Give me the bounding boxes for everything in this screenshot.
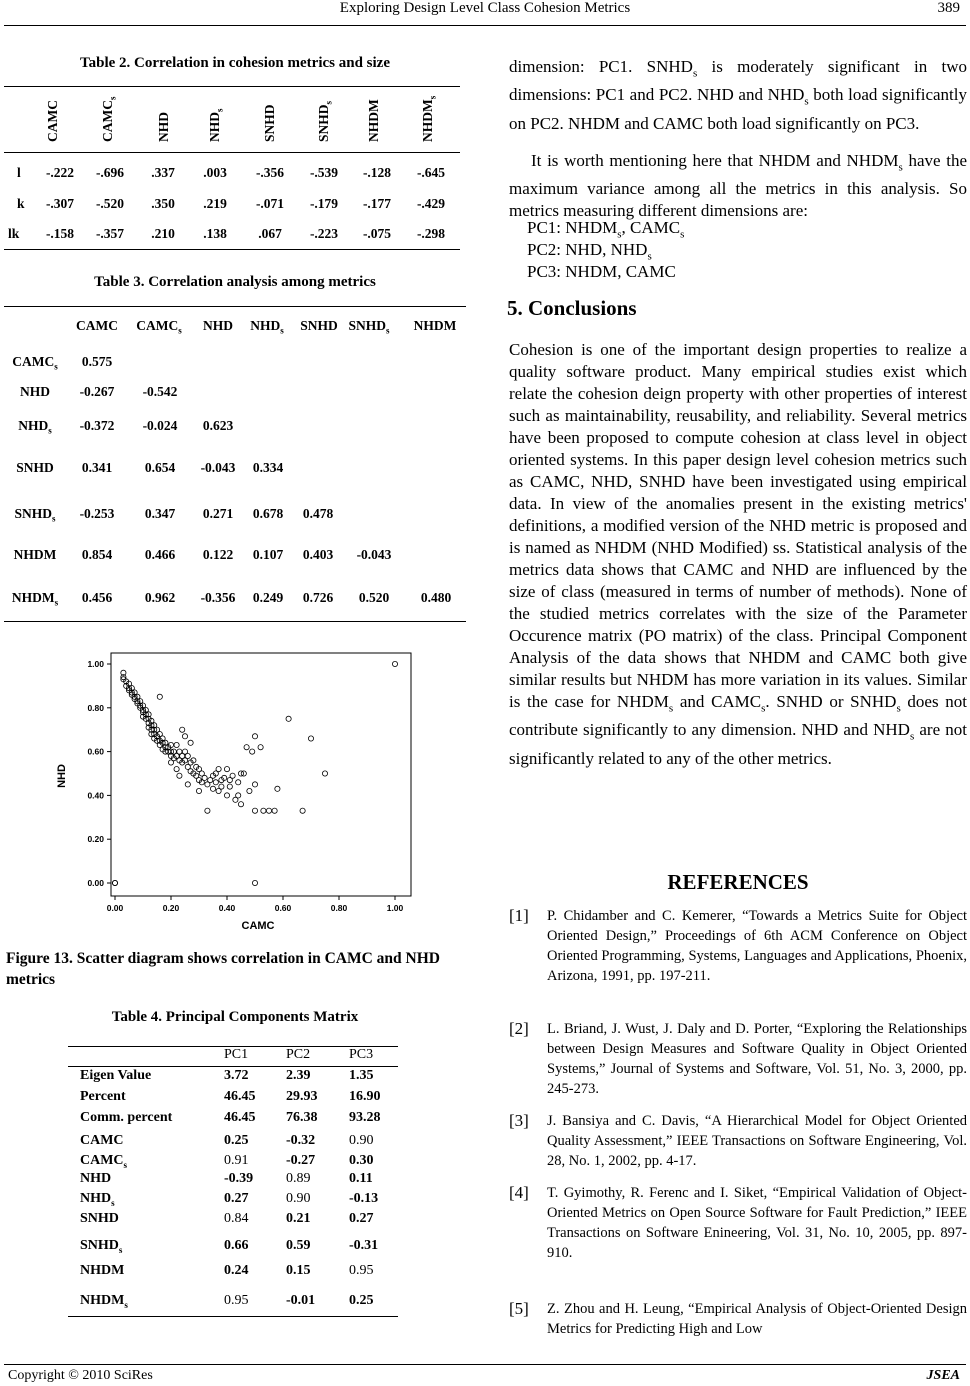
- reference-text: Z. Zhou and H. Leung, “Empirical Analysis of Object-Oriented Design Metrics for Predicting High and Low: [547, 1301, 967, 1337]
- y-axis-label: NHD: [56, 764, 68, 788]
- reference-text: P. Chidamber and C. Kemerer, “Towards a Metrics Suite for Object Oriented Design,” Proceedings of 6th ACM Conference on Object Oriented Programming, Systems, Languages and Applications, Phoenix, Arizona, 1991, pp. 197-211.: [547, 908, 967, 984]
- table3-cell: 0.107: [252, 547, 284, 562]
- y-tick-label: 0.40: [87, 790, 104, 801]
- table4-row-label: $SNHD_s$: [80, 1238, 123, 1255]
- table3-caption: Table 3. Correlation analysis among metrics: [94, 274, 376, 290]
- table4-cell: -0.31: [349, 1238, 379, 1253]
- table4-cell: 0.90: [349, 1133, 374, 1148]
- table4-row-label: NHDM: [80, 1263, 125, 1278]
- table3-cell: -0.542: [142, 384, 178, 399]
- plot-frame: [111, 653, 411, 896]
- table4-cell: 0.27: [224, 1191, 249, 1206]
- x-tick-label: 1.00: [386, 903, 404, 913]
- table3-top-rule: [4, 306, 466, 307]
- table3-cell: 0.520: [358, 590, 390, 605]
- table3-cell: 0.575: [81, 354, 113, 369]
- table3-bottom-rule: [4, 621, 466, 622]
- table4-cell: 0.90: [286, 1191, 311, 1206]
- page-number: 389: [937, 0, 960, 16]
- reference-number: [2]: [509, 1019, 529, 1038]
- table2-header-rule: [4, 152, 460, 153]
- x-axis-label: CAMC: [241, 920, 275, 932]
- table2-cell: .219: [203, 196, 227, 211]
- table4-cell: -0.01: [286, 1293, 316, 1308]
- table2-cell: .003: [203, 165, 227, 180]
- table2-col-header: NHDM: [366, 99, 381, 142]
- table2-bottom-rule: [4, 249, 460, 250]
- table2-col-header: $CAMC_s$: [100, 96, 118, 142]
- table3-cell: 0.678: [252, 506, 284, 521]
- paragraph-1: dimension: PC1. $SNHD_s$ is moderately significant in two dimensions: PC1 and PC2. NHD and $NHD_s$ both load significantly on PC2. NHDM and CAMC both load significantly on PC3.: [509, 57, 967, 133]
- reference-item: [509, 1183, 967, 1263]
- table3-cell: 0.271: [202, 506, 234, 521]
- table2-cell: .067: [258, 226, 282, 241]
- table2-col-header: SNHD: [262, 104, 277, 142]
- reference-item: [509, 1111, 967, 1171]
- table3-cell: 0.466: [144, 547, 176, 562]
- table2-col-header: $NHD_s$: [207, 108, 225, 142]
- table4-cell: 0.15: [286, 1263, 311, 1278]
- table4-cell: 1.35: [349, 1068, 374, 1083]
- reference-number: [5]: [509, 1299, 529, 1318]
- x-tick-label: 0.80: [330, 903, 348, 913]
- table2-cell: -.222: [45, 165, 75, 180]
- references-title: REFERENCES: [667, 870, 809, 894]
- table2-cell: -.177: [362, 196, 392, 211]
- x-tick-label: 0.60: [274, 903, 292, 913]
- reference-item: [509, 1299, 967, 1339]
- table3-cell: 0.478: [302, 506, 334, 521]
- conclusion-paragraph: Cohesion is one of the important design properties to realize a quality software product. Many empirical studies exist which relate the cohesion deign property with other properties of interest such as maintainability, reusability, and reliability. Several metrics have been proposed to compute cohesion at class level in object oriented systems. In this paper design level cohesion metrics such as CAMC, NHD, SNHD have been investigated using empirical data. In view of the anomalies present in the existing metrics' definitions, a modified version of the NHD metric is proposed and is named as NHDM (NHD Modified) ss. Statistical analysis of the metrics data shows that CAMC and NHD are influenced by the size of class (measured in terms of number of methods). None of the studied metrics correlates with the size of the Parameter Occurence matrix (PO matrix) of the class. Principal Component Analysis of the data shows that NHDM and CAMC both give similar results but NHDM has more variation in its values. Similar is the case for $NHDM_s$ and $CAMC_s$. SNHD or $SNHD_s$ does not contribute significantly to any dimension. NHD and $NHD_s$ are not significantly related to any of the other metrics.: [509, 340, 967, 768]
- table3-row-label: NHD: [20, 384, 50, 399]
- reference-text: J. Bansiya and C. Davis, “A Hierarchical Model for Object Oriented Quality Assessment,” IEEE Transactions on Software Engineering, Vol. 28, No. 1, 2002, pp. 4-17.: [547, 1113, 967, 1169]
- table3-col-header: $CAMC_s$: [136, 318, 182, 336]
- table2-cell: -.223: [309, 226, 339, 241]
- table2-cell: -.307: [45, 196, 75, 211]
- table2-cell: .210: [151, 226, 175, 241]
- table3-cell: 0.480: [420, 590, 452, 605]
- y-tick-label: 0.00: [87, 878, 104, 888]
- table3-cell: -0.356: [200, 590, 236, 605]
- table2-cell: -.356: [255, 165, 285, 180]
- table2-cell: .138: [203, 226, 227, 241]
- table4-row-label: NHD: [80, 1171, 112, 1186]
- table3-cell: -0.024: [142, 418, 178, 433]
- table3-cell: -0.267: [79, 384, 115, 399]
- table4-cell: 0.25: [224, 1133, 249, 1148]
- table3-row-label: $SNHD_s$: [14, 506, 56, 524]
- table3-row-label: $CAMC_s$: [12, 354, 58, 372]
- table2-col-header: CAMC: [45, 100, 60, 142]
- table3-row-label: $NHDM_s$: [11, 590, 59, 608]
- table4-cell: 46.45: [224, 1089, 256, 1104]
- footer-rule: [4, 1364, 966, 1365]
- reference-number: [3]: [509, 1111, 529, 1130]
- table3-row-label: $NHD_s$: [18, 418, 52, 436]
- table2-row-label: k: [17, 196, 25, 211]
- table3-row-label: NHDM: [13, 547, 57, 562]
- reference-item: [509, 1019, 967, 1099]
- y-tick-label: 0.20: [87, 834, 104, 845]
- table4-row-label: Comm. percent: [80, 1110, 173, 1125]
- table4-cell: 2.39: [286, 1068, 311, 1083]
- header-rule: [4, 25, 966, 26]
- y-tick-label: 0.80: [87, 702, 104, 713]
- reference-text: L. Briand, J. Wust, J. Daly and D. Porter, “Exploring the Relationships between Design Measures and Software Quality in Object Oriented Systems,” Journal of Systems and Software, Vol. 51, No. 3, 2000, pp. 245-273.: [547, 1021, 967, 1097]
- table4-cell: 16.90: [349, 1089, 381, 1104]
- running-head: [0, 0, 970, 26]
- table3-cell: 0.334: [252, 460, 284, 475]
- table4-cell: -0.13: [349, 1191, 379, 1206]
- table3-cell: -0.043: [356, 547, 392, 562]
- table3-cell: -0.043: [200, 460, 236, 475]
- table4-cell: 93.28: [349, 1110, 381, 1125]
- table4-row-label: $NHDM_s$: [80, 1293, 128, 1310]
- table4-cell: 76.38: [286, 1110, 318, 1125]
- y-tick-label: 1.00: [87, 659, 104, 669]
- table4-cell: 0.95: [349, 1263, 374, 1278]
- table4-cell: 29.93: [286, 1089, 318, 1104]
- paragraph-variance: [509, 150, 967, 222]
- footer-journal: JSEA: [926, 1368, 960, 1383]
- table4-cell: 0.27: [349, 1211, 374, 1226]
- figure13-scatter-plot: [48, 640, 428, 940]
- table4-cell: -0.27: [286, 1153, 316, 1168]
- table4-cell: 0.25: [349, 1293, 374, 1308]
- table4-row-label: $CAMC_s$: [80, 1153, 128, 1170]
- table4-bottom-rule: [68, 1316, 398, 1317]
- table4-cell: 0.59: [286, 1238, 311, 1253]
- x-tick-label: 0.20: [162, 903, 180, 913]
- table4-cell: 0.95: [224, 1293, 249, 1308]
- table4-row-label: $NHD_s$: [80, 1191, 115, 1208]
- table4-row-label: Eigen Value: [80, 1068, 152, 1083]
- table2-cell: .350: [151, 196, 175, 211]
- table4-cell: 46.45: [224, 1110, 256, 1125]
- footer-copyright: Copyright © 2010 SciRes: [8, 1368, 153, 1383]
- conclusions-text: [509, 339, 967, 770]
- table3-cell: 0.403: [302, 547, 334, 562]
- running-title: Exploring Design Level Class Cohesion Metrics: [339, 0, 631, 16]
- table3-col-header: $SNHD_s$: [348, 318, 390, 336]
- table2-col-header: $NHDM_s$: [420, 95, 438, 142]
- table3-cell: 0.623: [202, 418, 234, 433]
- table3-cell: 0.654: [144, 460, 176, 475]
- table2-col-header: NHD: [156, 112, 171, 142]
- table4-cell: 0.24: [224, 1263, 249, 1278]
- table2-cell: -.429: [416, 196, 446, 211]
- table4-cell: 0.30: [349, 1153, 374, 1168]
- table2-cell: -.696: [95, 165, 125, 180]
- x-tick-label: 0.00: [106, 903, 124, 913]
- table4-cell: 0.21: [286, 1211, 311, 1226]
- table3-col-header: $NHD_s$: [250, 318, 284, 336]
- table3-cell: 0.854: [81, 547, 113, 562]
- table3-cell: 0.726: [302, 590, 334, 605]
- table4-row-label: CAMC: [80, 1133, 124, 1148]
- table4-row-label: Percent: [80, 1089, 126, 1104]
- reference-number: [4]: [509, 1183, 529, 1202]
- table4-caption: Table 4. Principal Components Matrix: [111, 1009, 359, 1025]
- table3-col-header: SNHD: [300, 318, 338, 333]
- table2-caption: Table 2. Correlation in cohesion metrics and size: [80, 55, 390, 71]
- table3-cell: 0.962: [144, 590, 176, 605]
- table2-cell: -.179: [309, 196, 339, 211]
- table2-row-label: l: [17, 165, 21, 180]
- table3-cell: 0.122: [202, 547, 234, 562]
- table2-cell: -.539: [309, 165, 339, 180]
- table4-cell: 0.89: [286, 1171, 311, 1186]
- table3-cell: -0.253: [79, 506, 115, 521]
- table3-cell: 0.456: [81, 590, 113, 605]
- table4-col-header: PC2: [286, 1047, 311, 1062]
- table4-cell: -0.39: [224, 1171, 254, 1186]
- table3-col-header: NHD: [203, 318, 233, 333]
- table3-cell: 0.347: [144, 506, 176, 521]
- table4-cell: 3.72: [224, 1068, 249, 1083]
- table3-col-header: CAMC: [76, 318, 118, 333]
- table2-top-rule: [4, 86, 460, 87]
- table2-cell: .337: [151, 165, 175, 180]
- table4-cell: -0.32: [286, 1133, 316, 1148]
- table2-col-header: $SNHD_s$: [316, 100, 334, 142]
- table4-cell: 0.66: [224, 1238, 249, 1253]
- table3-cell: 0.341: [81, 460, 113, 475]
- table4-cell: 0.11: [349, 1171, 373, 1186]
- reference-text: T. Gyimothy, R. Ferenc and I. Siket, “Empirical Validation of Object-Oriented Metrics on Open Source Software for Fault Prediction,” IEEE Transactions on Software Enineering, Vol. 31, No. 10, 2005, pp. 897-910.: [547, 1185, 967, 1261]
- reference-number: [1]: [509, 906, 529, 925]
- table2-cell: -.071: [255, 196, 285, 211]
- table2-cell: -.357: [95, 226, 125, 241]
- x-tick-label: 0.40: [218, 903, 236, 913]
- table4-header-rule: [68, 1066, 398, 1067]
- table2-cell: -.520: [95, 196, 125, 211]
- table3-col-header: NHDM: [413, 318, 457, 333]
- table3-cell: -0.372: [79, 418, 115, 433]
- section-title-conclusions: 5. Conclusions: [507, 296, 637, 320]
- table2-row-label: lk: [8, 226, 20, 241]
- table4-cell: 0.91: [224, 1153, 249, 1168]
- table2-cell: -.128: [362, 165, 392, 180]
- table2-cell: -.075: [362, 226, 392, 241]
- table4-col-header: PC1: [224, 1047, 249, 1062]
- table4-cell: 0.84: [224, 1211, 249, 1226]
- pc1-line: PC1: $NHDM_s$, $CAMC_s$: [527, 218, 685, 241]
- y-tick-label: 0.60: [87, 746, 104, 757]
- table3-cell: 0.249: [252, 590, 284, 605]
- pc2-line: PC2: NHD, $NHD_s$: [527, 240, 652, 263]
- table4-row-label: SNHD: [80, 1211, 119, 1226]
- paragraph-2: It is worth mentioning here that NHDM and $NHDM_s$ have the maximum variance among all the metrics in this analysis. So metrics measuring different dimensions are:: [509, 151, 967, 221]
- table2-cell: -.158: [45, 226, 75, 241]
- table4-col-header: PC3: [349, 1047, 374, 1062]
- table2-cell: -.645: [416, 165, 446, 180]
- paragraph-pc-loadings: [509, 56, 967, 135]
- reference-item: [509, 906, 967, 986]
- table2-cell: -.298: [416, 226, 446, 241]
- table3-row-label: SNHD: [16, 460, 54, 475]
- figure13-caption: Figure 13. Scatter diagram shows correlation in CAMC and NHD metrics: [6, 950, 440, 988]
- pc3-line: PC3: NHDM, CAMC: [527, 262, 676, 281]
